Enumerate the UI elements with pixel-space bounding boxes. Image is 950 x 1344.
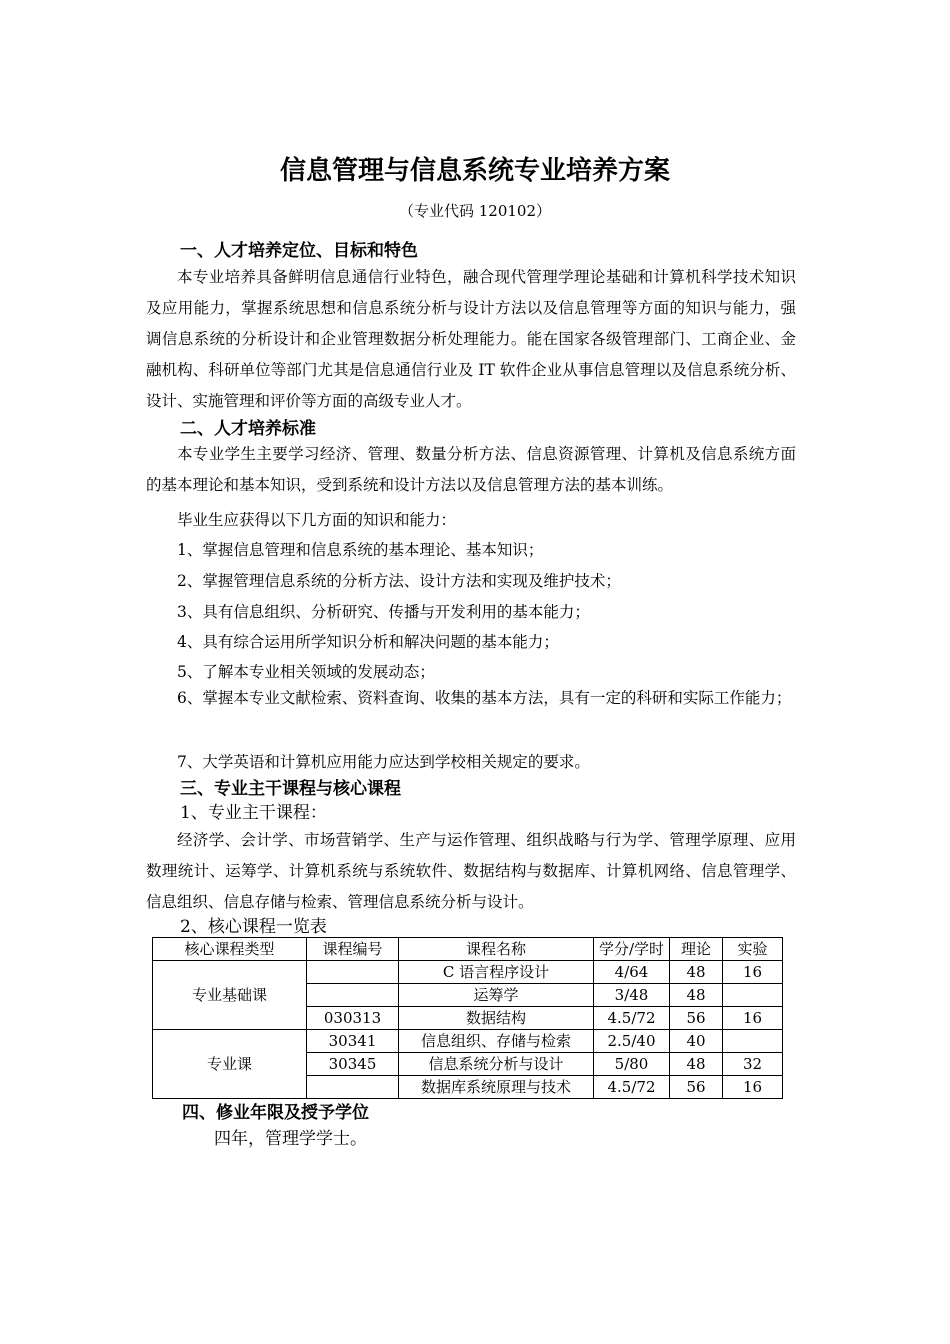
code-cell: [307, 984, 399, 1007]
code-cell: [307, 961, 399, 984]
theory-cell: 48: [670, 1053, 723, 1076]
credit-cell: 4/64: [594, 961, 670, 984]
course-type-cell: 专业基础课: [153, 961, 307, 1030]
name-cell: 运筹学: [399, 984, 594, 1007]
theory-cell: 56: [670, 1076, 723, 1099]
ability-item-6: 6、掌握本专业文献检索、资料查询、收集的基本方法，具有一定的科研和实际工作能力；: [177, 689, 792, 707]
credit-cell: 4.5/72: [594, 1007, 670, 1030]
section2-heading: 二、人才培养标准: [180, 419, 316, 439]
code-cell: 30341: [307, 1030, 399, 1053]
ability-item-1: 1、掌握信息管理和信息系统的基本理论、基本知识；: [177, 541, 544, 559]
theory-cell: 48: [670, 984, 723, 1007]
section3-sub1: 1、专业主干课程：: [180, 803, 327, 823]
course-type-cell: 专业课: [153, 1030, 307, 1099]
lab-cell: [723, 984, 783, 1007]
header-cell: 课程编号: [307, 938, 399, 961]
section1-paragraph: 本专业培养具备鲜明信息通信行业特色，融合现代管理学理论基础和计算机科学技术知识及应用能力，掌握系统思想和信息系统分析与设计方法以及信息管理等方面的知识与能力，强调信息系统的分析设计和企业管理数据分析处理能力。能在国家各级管理部门、工商企业、金融机构、科研单位等部门尤其是信息通信行业及 IT 软件企业从事信息管理以及信息系统分析、设计、实施管理和评价等方面的高级专业人才。: [146, 268, 796, 410]
lab-cell: 32: [723, 1053, 783, 1076]
name-cell: 信息系统分析与设计: [399, 1053, 594, 1076]
code-cell: [307, 1076, 399, 1099]
section2-intro: 本专业学生主要学习经济、管理、数量分析方法、信息资源管理、计算机及信息系统方面的基本理论和基本知识，受到系统和设计方法以及信息管理方法的基本训练。: [146, 445, 796, 494]
table-row: [153, 961, 783, 984]
lab-cell: [723, 1030, 783, 1053]
theory-cell: 48: [670, 961, 723, 984]
section3-courses-block: [146, 825, 796, 918]
lab-cell: 16: [723, 961, 783, 984]
section4-heading: 四、修业年限及授予学位: [182, 1103, 369, 1123]
name-cell: 信息组织、存储与检索: [399, 1030, 594, 1053]
lab-cell: 16: [723, 1007, 783, 1030]
theory-cell: 56: [670, 1007, 723, 1030]
header-cell: 学分/学时: [594, 938, 670, 961]
major-code: （专业代码 120102）: [398, 202, 552, 220]
lab-cell: 16: [723, 1076, 783, 1099]
header-cell: 课程名称: [399, 938, 594, 961]
header-cell: 理论: [670, 938, 723, 961]
name-cell: 数据结构: [399, 1007, 594, 1030]
page-title: 信息管理与信息系统专业培养方案: [279, 156, 670, 186]
ability-item-7: 7、大学英语和计算机应用能力应达到学校相关规定的要求。: [177, 753, 590, 771]
core-course-table: [152, 937, 783, 1099]
credit-cell: 2.5/40: [594, 1030, 670, 1053]
theory-cell: 40: [670, 1030, 723, 1053]
code-cell: 30345: [307, 1053, 399, 1076]
header-cell: 实验: [723, 938, 783, 961]
credit-cell: 5/80: [594, 1053, 670, 1076]
name-cell: 数据库系统原理与技术: [399, 1076, 594, 1099]
name-cell: C 语言程序设计: [399, 961, 594, 984]
table-row: [153, 1030, 783, 1053]
section1-body: [146, 262, 796, 417]
section3-sub2: 2、核心课程一览表: [180, 917, 327, 937]
section3-heading: 三、专业主干课程与核心课程: [180, 779, 401, 799]
code-cell: 030313: [307, 1007, 399, 1030]
table-header-row: [153, 938, 783, 961]
main-courses: 经济学、会计学、市场营销学、生产与运作管理、组织战略与行为学、管理学原理、应用数理统计、运筹学、计算机系统与系统软件、数据结构与数据库、计算机网络、信息管理学、信息组织、信息存储与检索、管理信息系统分析与设计。: [146, 831, 796, 911]
section2-lead: 毕业生应获得以下几方面的知识和能力：: [177, 511, 457, 529]
header-cell: 核心课程类型: [153, 938, 307, 961]
credit-cell: 4.5/72: [594, 1076, 670, 1099]
credit-cell: 3/48: [594, 984, 670, 1007]
section4-body: 四年，管理学学士。: [214, 1129, 367, 1149]
ability-item-3: 3、具有信息组织、分析研究、传播与开发利用的基本能力；: [177, 603, 590, 621]
ability-item-2: 2、掌握管理信息系统的分析方法、设计方法和实现及维护技术；: [177, 572, 621, 590]
ability-item-5: 5、了解本专业相关领域的发展动态；: [177, 663, 435, 681]
ability-item-4: 4、具有综合运用所学知识分析和解决问题的基本能力；: [177, 633, 559, 651]
section2-intro-block: [146, 439, 796, 501]
section1-heading: 一、人才培养定位、目标和特色: [180, 241, 418, 261]
